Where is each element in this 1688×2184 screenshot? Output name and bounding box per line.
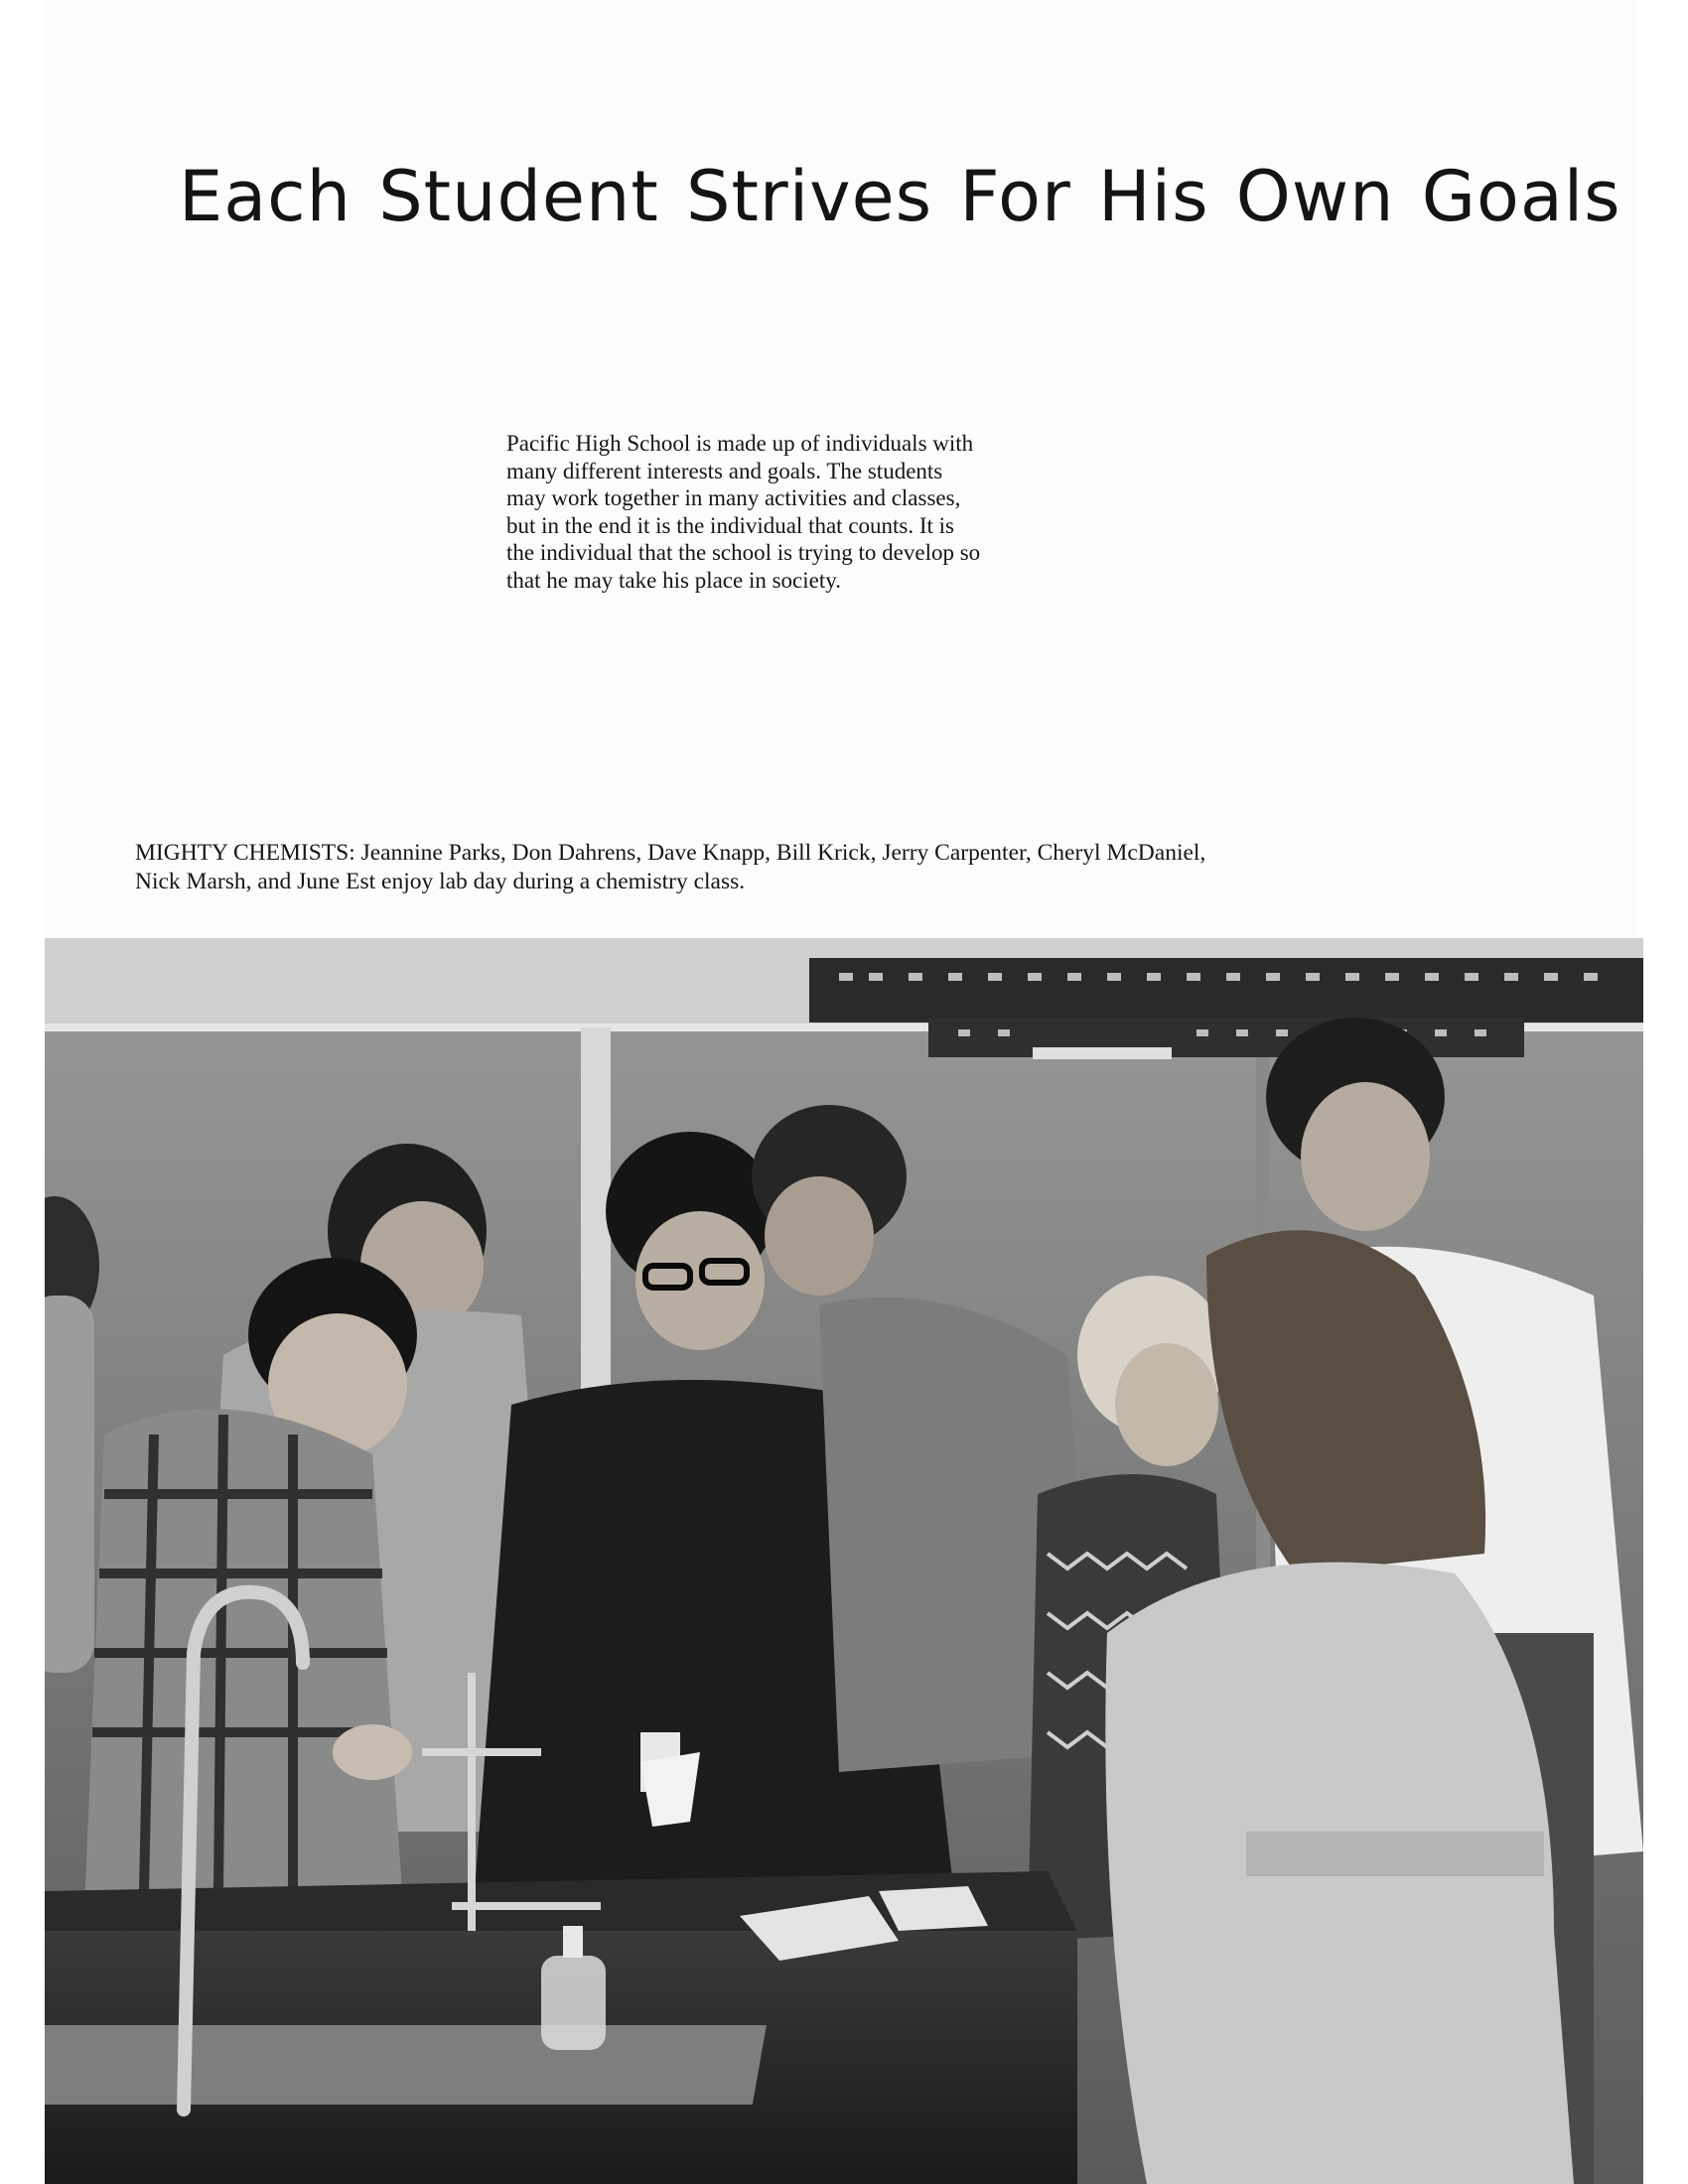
intro-line: that he may take his place in society. bbox=[506, 567, 842, 593]
bench-tray bbox=[45, 2025, 767, 2105]
intro-line: but in the end it is the individual that counts. It is bbox=[506, 512, 955, 538]
intro-line: Pacific High School is made up of individuals with bbox=[506, 431, 974, 456]
intro-line: may work together in many activities and classes, bbox=[506, 485, 961, 510]
periodic-table-chart bbox=[809, 958, 1643, 1059]
student-left-edge bbox=[45, 1196, 99, 1673]
intro-line: the individual that the school is trying to develop so bbox=[506, 540, 981, 565]
lab-photo-illustration bbox=[45, 938, 1643, 2184]
caption-line: Nick Marsh, and June Est enjoy lab day during a chemistry class. bbox=[135, 869, 746, 894]
intro-paragraph bbox=[506, 430, 1162, 594]
caption-line: MIGHTY CHEMISTS: Jeannine Parks, Don Dahrens, Dave Knapp, Bill Krick, Jerry Carpenter, Cheryl McDaniel, bbox=[135, 840, 1206, 866]
page-title: Each Student Strives For His Own Goals bbox=[179, 156, 1621, 237]
intro-line: many different interests and goals. The students bbox=[506, 458, 943, 483]
lab-photo bbox=[45, 938, 1643, 2184]
photo-caption bbox=[135, 839, 1545, 896]
